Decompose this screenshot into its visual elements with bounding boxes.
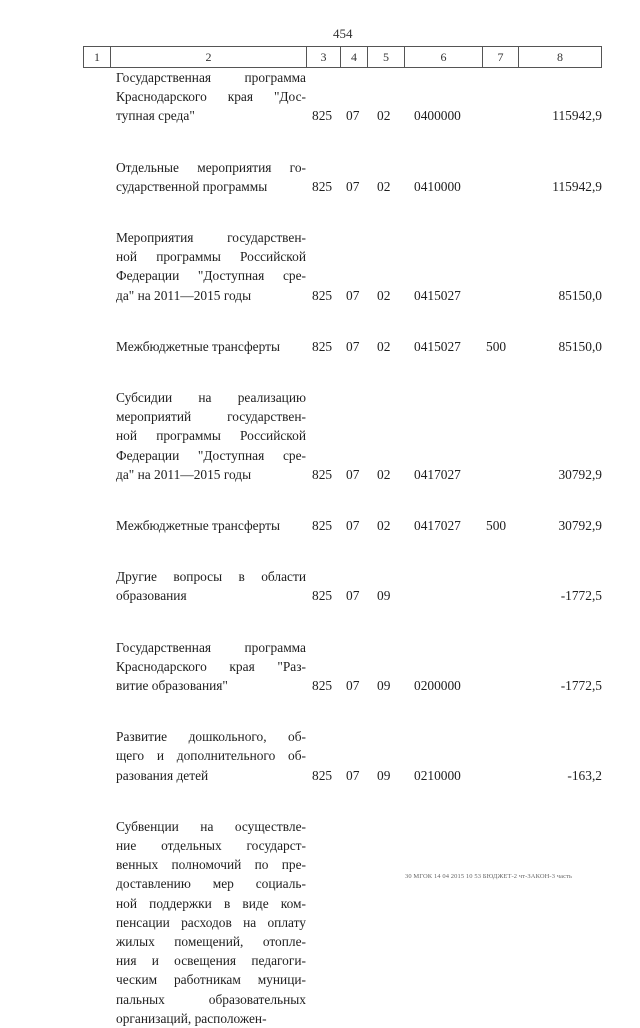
cell-c8: 85150,0 (558, 338, 602, 354)
description-line: Развитие дошкольного, об- (116, 729, 306, 745)
cell-c3: 825 (312, 588, 333, 604)
description-line: пенсации расходов на оплату (116, 914, 306, 930)
cell-c8: 115942,9 (552, 108, 602, 124)
cell-c5: 02 (377, 287, 391, 303)
cell-c6: 0400000 (414, 108, 461, 124)
row-description (116, 817, 306, 1028)
description-line: Федерации "Доступная сре- (116, 447, 306, 463)
description-line: Субвенции на осуществле- (116, 818, 306, 834)
cell-c8: 30792,9 (558, 466, 602, 482)
cell-c6: 0415027 (414, 338, 461, 354)
cell-c6: 0410000 (414, 178, 461, 194)
description-line: Субсидии на реализацию (116, 390, 306, 405)
cell-c5: 02 (377, 466, 391, 482)
cell-c3: 825 (312, 338, 333, 354)
row-description (116, 68, 306, 126)
description-line: Краснодарского края "Дос- (116, 89, 306, 105)
row-description (116, 228, 306, 305)
cell-c8: -1772,5 (560, 677, 602, 693)
description-line: жилых помещений, отопле- (116, 934, 306, 950)
cell-c8: 30792,9 (558, 518, 602, 533)
description-line: ние отдельных государст- (116, 838, 306, 853)
description-line: сударственной программы (116, 178, 268, 194)
cell-c5: 02 (377, 108, 391, 124)
description-line: витие образования" (116, 678, 228, 693)
description-line: щего и дополнительного об- (116, 748, 306, 764)
column-header-7: 7 (483, 47, 519, 67)
row-description (116, 158, 306, 196)
cell-c3: 825 (312, 466, 333, 482)
cell-c6: 0417027 (414, 518, 461, 533)
column-header-3: 3 (307, 47, 341, 67)
description-line: организаций, расположен- (116, 1010, 267, 1026)
description-line: Мероприятия государствен- (116, 230, 306, 245)
cell-c5: 09 (377, 767, 391, 783)
description-line: ной программы Российской (116, 428, 306, 444)
cell-c3: 825 (312, 767, 333, 783)
cell-c3: 825 (312, 677, 333, 693)
column-header-4: 4 (341, 47, 368, 67)
description-line: Государственная программа (116, 639, 306, 655)
description-line: мероприятий государствен- (116, 409, 306, 425)
cell-c3: 825 (312, 178, 333, 194)
cell-c4: 07 (346, 338, 360, 354)
cell-c7: 500 (486, 338, 507, 354)
cell-c4: 07 (346, 178, 360, 194)
cell-c8: -163,2 (567, 767, 602, 783)
description-line: Межбюджетные трансферты (116, 518, 280, 533)
cell-c5: 02 (377, 338, 391, 354)
column-header-8: 8 (557, 50, 563, 64)
cell-c6: 0415027 (414, 287, 461, 303)
cell-c4: 07 (346, 767, 360, 783)
description-line: разования детей (116, 767, 209, 783)
cell-c4: 07 (346, 677, 360, 693)
description-line: тупная среда" (116, 108, 195, 124)
description-line: ной программы Российской (116, 249, 306, 265)
column-header-6: 6 (405, 47, 483, 67)
cell-c3: 825 (312, 287, 333, 303)
description-line: Федерации "Доступная сре- (116, 268, 306, 284)
description-line: да" на 2011—2015 годы (116, 466, 252, 482)
page-number: 454 (333, 26, 353, 41)
description-line: Краснодарского края "Раз- (116, 658, 306, 674)
column-header-5: 5 (368, 47, 405, 67)
description-line: Государственная программа (116, 70, 306, 85)
row-description (116, 727, 306, 785)
cell-c7: 500 (486, 518, 507, 533)
cell-c6: 0417027 (414, 466, 461, 482)
description-line: Отдельные мероприятия го- (116, 159, 306, 175)
cell-c3: 825 (312, 108, 333, 124)
description-line: ческим работникам муници- (116, 972, 306, 988)
footer-print-mark: 30 МГОК 14 04 2015 10 53 БЮДЖЕТ-2 чт-ЗАКОН-3 часть (405, 873, 573, 880)
cell-c4: 07 (346, 287, 360, 303)
description-line: Межбюджетные трансферты (116, 338, 280, 354)
row-description (116, 337, 306, 356)
description-line: пальных образовательных (116, 991, 306, 1007)
description-line: доставлению мер социаль- (116, 876, 306, 892)
cell-c4: 07 (346, 108, 360, 124)
row-description (116, 638, 306, 696)
cell-c6: 0210000 (414, 767, 461, 783)
description-line: ния и освещения педагоги- (116, 953, 306, 969)
cell-c5: 09 (377, 588, 391, 604)
cell-c5: 02 (377, 518, 391, 533)
column-header-2: 2 (111, 47, 307, 67)
cell-c4: 07 (346, 588, 360, 604)
cell-c8: 85150,0 (558, 287, 602, 303)
description-line: образования (116, 588, 187, 604)
row-description (116, 516, 306, 535)
column-header-1: 1 (84, 47, 111, 67)
description-line: венных полномочий по пре- (116, 857, 306, 873)
row-description (116, 388, 306, 484)
cell-c6: 0200000 (414, 677, 461, 693)
cell-c8: 115942,9 (552, 178, 602, 194)
cell-c3: 825 (312, 518, 333, 533)
cell-c4: 07 (346, 466, 360, 482)
cell-c8: -1772,5 (560, 588, 602, 604)
column-header-row (83, 46, 602, 68)
description-line: да" на 2011—2015 годы (116, 287, 252, 303)
description-line: ной поддержки в виде ком- (116, 895, 306, 911)
cell-c5: 02 (377, 178, 391, 194)
description-line: Другие вопросы в области (116, 569, 306, 585)
cell-c4: 07 (346, 518, 360, 533)
row-description (116, 567, 306, 605)
cell-c5: 09 (377, 677, 391, 693)
